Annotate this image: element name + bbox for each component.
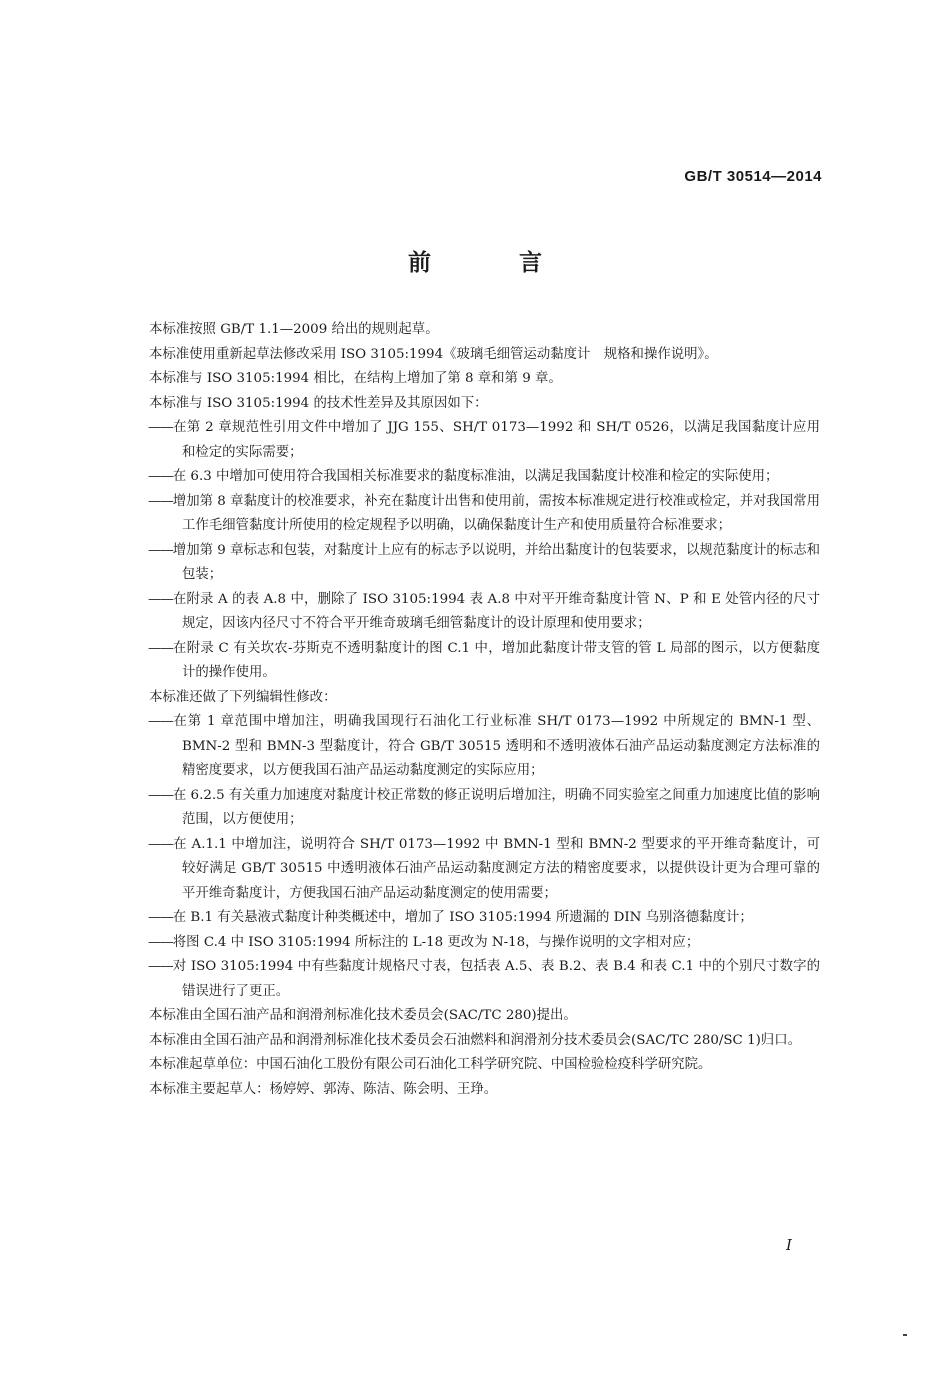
dash-list-item: ——增加第 8 章黏度计的校准要求，补充在黏度计出售和使用前，需按本标准规定进行校准或检定，并对我国常用工作毛细管黏度计所使用的检定规程予以明确，以确保黏度计生产和使用质量符合标准要求； xyxy=(148,493,820,533)
paragraph: 本标准主要起草人：杨婷婷、郭涛、陈洁、陈会明、王琤。 xyxy=(149,1081,498,1097)
document-body xyxy=(118,318,820,1102)
paragraph: 本标准按照 GB/T 1.1—2009 给出的规则起草。 xyxy=(149,322,439,337)
paragraph: 本标准与 ISO 3105:1994 相比，在结构上增加了第 8 章和第 9 章。 xyxy=(149,371,562,386)
dash-list-item: ——在第 2 章规范性引用文件中增加了 JJG 155、SH/T 0173—1992 和 SH/T 0526，以满足我国黏度计应用和检定的实际需要； xyxy=(148,420,820,460)
paragraph: 本标准还做了下列编辑性修改： xyxy=(149,689,337,705)
dash-list-item: ——增加第 9 章标志和包装，对黏度计上应有的标志予以说明，并给出黏度计的包装要求，以规范黏度计的标志和包装； xyxy=(148,542,820,582)
scan-mark xyxy=(903,1334,907,1336)
dash-list-item: ——在第 1 章范围中增加注，明确我国现行石油化工行业标准 SH/T 0173—1992 中所规定的 BMN-1 型、BMN-2 型和 BMN-3 型黏度计，符合 GB/T 30515 透明和不透明液体石油产品运动黏度测定方法标准的精密度要求，以方便我国石油产品运动黏度测定的实际应用； xyxy=(148,714,820,778)
dash-list-item: ——在 6.2.5 有关重力加速度对黏度计校正常数的修正说明后增加注，明确不同实验室之间重力加速度比值的影响范围，以方便使用； xyxy=(148,787,820,827)
standard-number: GB/T 30514—2014 xyxy=(684,168,822,185)
paragraph: 本标准与 ISO 3105:1994 的技术性差异及其原因如下： xyxy=(149,395,488,411)
dash-list-item: ——将图 C.4 中 ISO 3105:1994 所标注的 L-18 更改为 N-18，与操作说明的文字相对应； xyxy=(148,934,700,950)
paragraph: 本标准由全国石油产品和润滑剂标准化技术委员会(SAC/TC 280)提出。 xyxy=(149,1008,577,1023)
dash-list-item: ——在附录 A 的表 A.8 中，删除了 ISO 3105:1994 表 A.8 中对平开维奇黏度计管 N、P 和 E 处管内径的尺寸规定，因该内径尺寸不符合平开维奇玻璃毛细管黏度计的设计原理和使用要求； xyxy=(148,591,820,631)
dash-list-item: ——在 B.1 有关悬液式黏度计种类概述中，增加了 ISO 3105:1994 所遗漏的 DIN 乌别洛德黏度计； xyxy=(148,910,753,925)
dash-list-item: ——在 6.3 中增加可使用符合我国相关标准要求的黏度标准油，以满足我国黏度计校准和检定的实际使用； xyxy=(148,469,779,484)
page-number: I xyxy=(786,1236,792,1254)
dash-list-item: ——在 A.1.1 中增加注，说明符合 SH/T 0173—1992 中 BMN-1 型和 BMN-2 型要求的平开维奇黏度计，可较好满足 GB/T 30515 中透明液体石油产品运动黏度测定方法的精密度要求，以提供设计更为合理可靠的平开维奇黏度计，方便我国石油产品运动黏度测定的使用需要； xyxy=(148,836,820,901)
dash-list-item: ——对 ISO 3105:1994 中有些黏度计规格尺寸表，包括表 A.5、表 B.2、表 B.4 和表 C.1 中的个别尺寸数字的错误进行了更正。 xyxy=(148,959,820,999)
page-title: 前 言 xyxy=(407,250,582,276)
paragraph: 本标准由全国石油产品和润滑剂标准化技术委员会石油燃料和润滑剂分技术委员会(SAC/TC 280/SC 1)归口。 xyxy=(149,1032,801,1048)
paragraph: 本标准起草单位：中国石油化工股份有限公司石油化工科学研究院、中国检验检疫科学研究院。 xyxy=(149,1057,712,1072)
paragraph: 本标准使用重新起草法修改采用 ISO 3105:1994《玻璃毛细管运动黏度计 规格和操作说明》。 xyxy=(149,346,718,362)
dash-list-item: ——在附录 C 有关坎农-芬斯克不透明黏度计的图 C.1 中，增加此黏度计带支管的管 L 局部的图示，以方便黏度计的操作使用。 xyxy=(148,640,820,680)
